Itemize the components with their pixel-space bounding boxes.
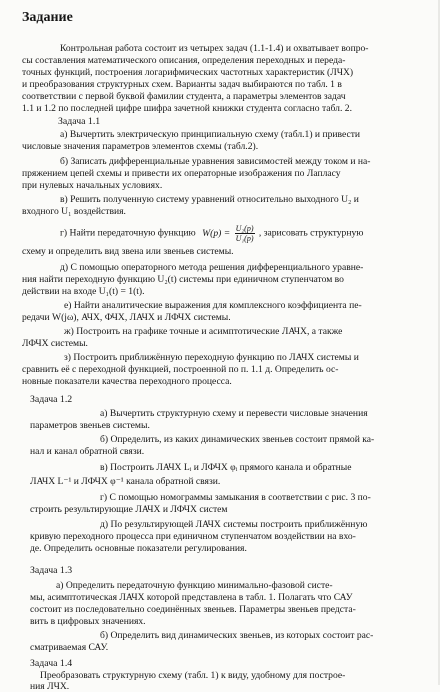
- intro-line-6: 1.1 и 1.2 по последней цифре шифра зачетной книжки студента согласно табл. 2.: [22, 103, 352, 114]
- task-1-1-b-line-2: пряжением цепей схемы и привести их операторные изображения по Лапласу: [22, 168, 341, 179]
- task-1-2-heading: Задача 1.2: [30, 394, 73, 405]
- document-title: Задание: [22, 10, 73, 25]
- task-1-1-z-line-3: новные показатели качества переходного процесса.: [22, 376, 232, 387]
- task-1-1-a-line-1: а) Вычертить электрическую принципиальную схему (табл.1) и привести: [60, 129, 361, 140]
- task-1-1-d-line-2: ния найти переходную функцию U₂(t) системы при единичном ступенчатом во: [22, 274, 344, 285]
- task-1-1-g-text: г) Найти передаточную функцию: [60, 227, 196, 239]
- task-1-1-zh-line-1: ж) Построить на графике точные и асимптотические ЛАЧХ, а также: [64, 326, 343, 337]
- task-1-2-a-line-2: параметров звеньев системы.: [30, 420, 150, 431]
- task-1-3-a-line-1: а) Определить передаточную функцию минимально-фазовой систе-: [56, 580, 333, 591]
- task-1-3-b-line-2: сматриваемая САУ.: [30, 642, 109, 653]
- task-1-3-a-line-2: мы, асимптотическая ЛАЧХ которой представлена в табл. 1. Полагать что САУ: [30, 592, 353, 603]
- intro-line-5: соответствии с первой буквой фамилии студента, а параметры элементов задач: [22, 91, 346, 102]
- transfer-function-symbol: W(p) =: [202, 227, 231, 239]
- task-1-1-e-line-2: редачи W(jω), АЧХ, ФЧХ, ЛАЧХ и ЛФЧХ системы.: [22, 312, 231, 323]
- task-1-1-e-line-1: е) Найти аналитические выражения для комплексного коэффициента пе-: [64, 300, 362, 311]
- task-1-2-b-line-2: нал и канал обратной связи.: [30, 446, 145, 457]
- task-1-3-b-line-1: б) Определить вид динамических звеньев, из которых состоит рас-: [100, 630, 374, 641]
- task-1-2-g-line-1: г) С помощью номограммы замыкания в соответствии с рис. 3 по-: [100, 492, 371, 503]
- transfer-function-fraction: [235, 224, 255, 243]
- task-1-2-b-line-1: б) Определить, из каких динамических звеньев состоит прямой ка-: [100, 434, 375, 445]
- task-1-4-line-2: ния ЛЧХ.: [30, 681, 70, 692]
- task-1-1-b-line-1: б) Записать дифференциальные уравнения зависимостей между током и на-: [60, 156, 371, 167]
- task-1-1-g-after: , зарисовать структурную: [258, 227, 364, 239]
- task-1-1-d-line-1: д) С помощью операторного метода решения дифференциального уравне-: [60, 262, 364, 273]
- intro-line-4: и преобразования структурных схем. Варианты задач выбираются по табл. 1 в: [22, 79, 342, 90]
- task-1-2-d-line-2: кривую переходного процесса при единичном ступенчатом воздействии на вхо-: [30, 531, 356, 542]
- task-1-2-a-line-1: а) Вычертить структурную схему и перевести числовые значения: [100, 408, 368, 419]
- task-1-1-c-line-1: в) Решить полученную систему уравнений относительно выходного U₂ и: [60, 194, 359, 205]
- task-1-1-d-line-3: действии на входе U₁(t) = 1(t).: [22, 286, 145, 297]
- task-1-1-g-line-2: схему и определить вид звена или звеньев системы.: [22, 246, 234, 257]
- task-1-1-z-line-2: сравнить её с переходной функцией, построенной по п. 1.1 д. Определить ос-: [22, 364, 339, 375]
- task-1-2-d-line-1: д) По результирующей ЛАЧХ системы построить приближённую: [100, 519, 368, 530]
- intro-line-3: точных функций, построения логарифмических частотных характеристик (ЛЧХ): [22, 67, 354, 78]
- intro-line-1: Контрольная работа состоит из четырех задач (1.1-1.4) и охватывает вопро-: [60, 43, 369, 54]
- task-1-2-g-line-2: строить результирующие ЛАЧХ и ЛФЧХ систем: [30, 504, 228, 515]
- task-1-1-c-line-2: входного U₁ воздействия.: [22, 206, 126, 217]
- task-1-2-d-line-3: де. Определить основные показатели регулирования.: [30, 543, 247, 554]
- task-1-1-b-line-3: при нулевых начальных условиях.: [22, 180, 163, 191]
- task-1-4-heading: Задача 1.4: [30, 658, 73, 669]
- task-1-1-a-line-2: числовые значения параметров элементов схемы (табл.2).: [22, 141, 259, 152]
- transfer-function-denominator: U₁(p): [235, 234, 254, 243]
- task-1-1-zh-line-2: ЛФЧХ системы.: [22, 338, 88, 349]
- transfer-function-numerator: U₂(p): [235, 224, 254, 233]
- task-1-1-z-line-1: з) Построить приближённую переходную функцию по ЛАЧХ системы и: [64, 352, 359, 363]
- task-1-3-a-line-3: состоит из последовательно соединённых звеньев. Параметры звеньев предста-: [30, 604, 356, 615]
- task-1-3-a-line-4: вить в цифровых значениях.: [30, 616, 146, 627]
- task-1-1-g-line-1: [60, 224, 363, 243]
- intro-line-2: сы составления математического описания, определения переходных и переда-: [22, 55, 346, 66]
- task-1-2-c-line-2: ЛАЧХ L⁻¹ и ЛФЧХ φ⁻¹ канала обратной связи.: [30, 476, 221, 487]
- task-1-4-line-1: Преобразовать структурную схему (табл. 1) к виду, удобному для построе-: [40, 670, 346, 681]
- task-1-3-heading: Задача 1.3: [30, 565, 73, 576]
- task-1-1-heading: Задача 1.1: [58, 116, 101, 127]
- task-1-2-c-line-1: в) Построить ЛАЧХ Lᵢ и ЛФЧХ φᵢ прямого канала и обратные: [100, 462, 352, 473]
